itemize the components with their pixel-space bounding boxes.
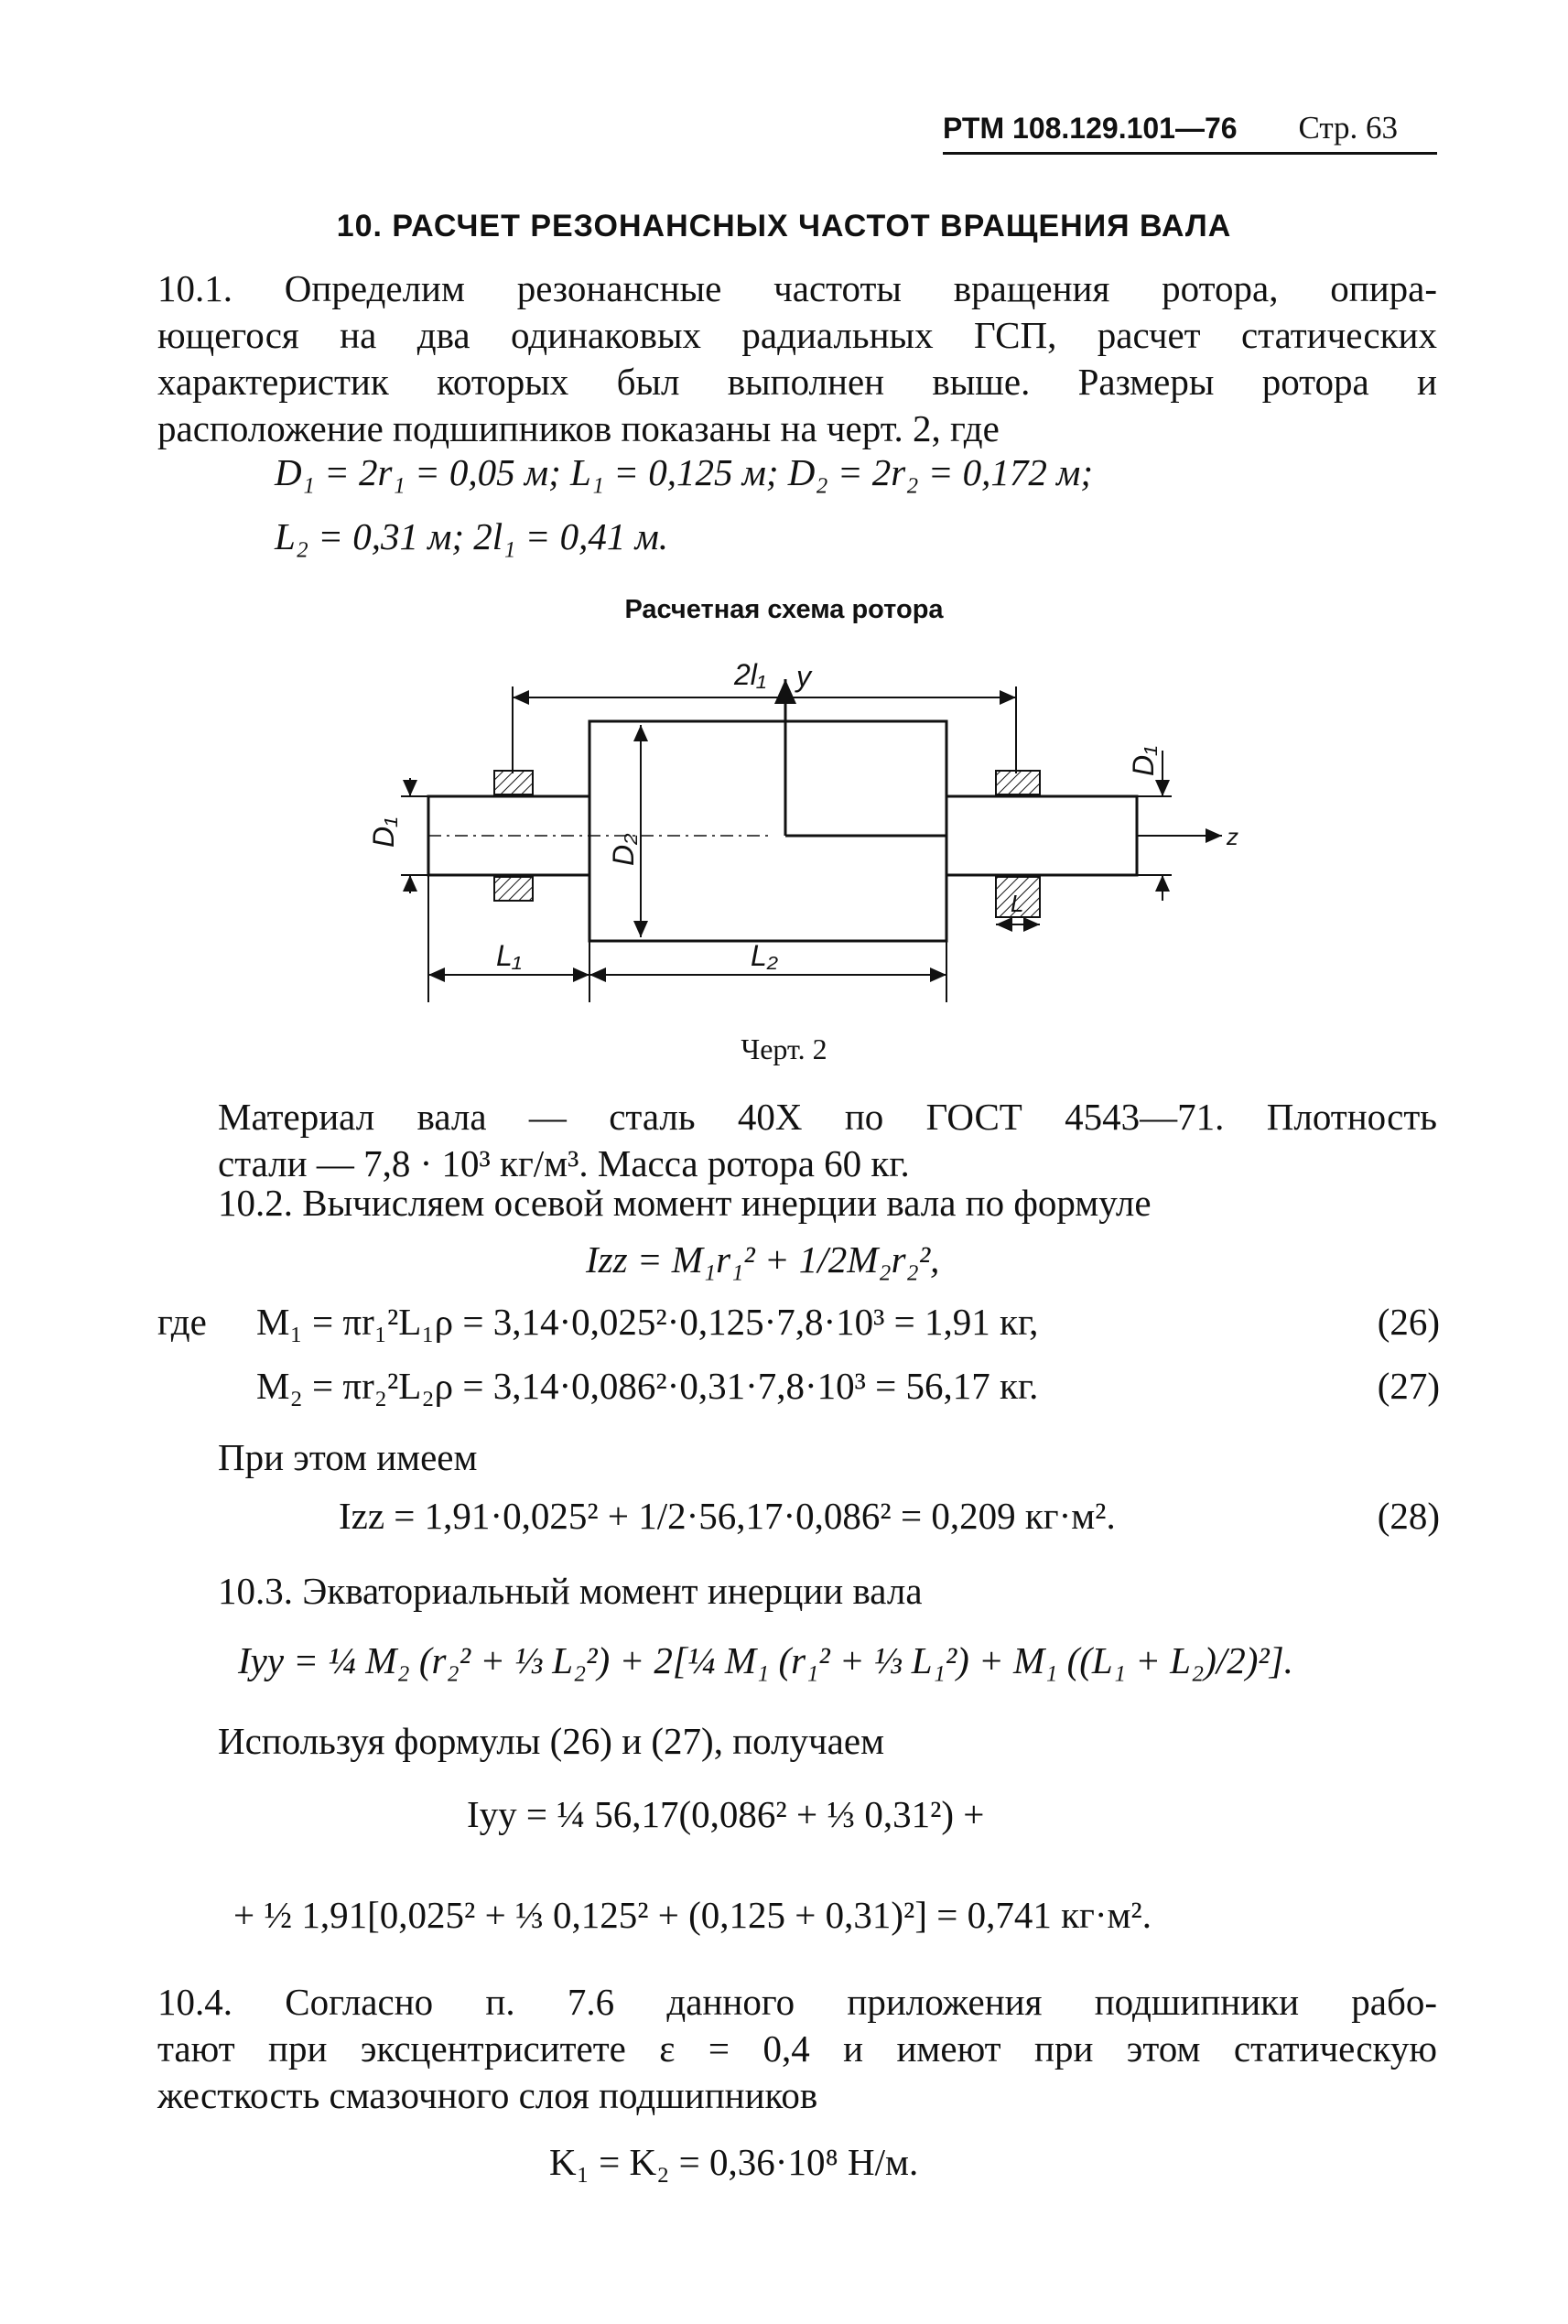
formula-iyy: Iyy = ¼ M₂ (r₂² + ⅓ L₂²) + 2[¼ M₁ (r₁² + ⅓ L₁²) + M₁ ((L₁ + L₂)/2)²]. bbox=[238, 1639, 1293, 1681]
equation-number-28: (28) bbox=[1377, 1495, 1440, 1537]
section-title: 10. РАСЧЕТ РЕЗОНАНСНЫХ ЧАСТОТ ВРАЩЕНИЯ ВАЛА bbox=[336, 209, 1232, 243]
paragraph-line: 10.4. Согласно п. 7.6 данного приложения подшипники рабо- bbox=[157, 1981, 1437, 2023]
page-header bbox=[943, 110, 1398, 146]
paragraph-10-1 bbox=[157, 265, 1437, 452]
page-number: Стр. 63 bbox=[1298, 110, 1399, 146]
label-D1-left: D₁ bbox=[367, 816, 400, 848]
right-journal bbox=[946, 796, 1137, 875]
equation-number-27: (27) bbox=[1377, 1365, 1440, 1407]
label-D1-right: D₁ bbox=[1127, 745, 1160, 776]
document-code: РТМ 108.129.101—76 bbox=[943, 112, 1238, 145]
label-z: z bbox=[1227, 823, 1238, 850]
paragraph-line: 10.1. Определим резонансные частоты вращения ротора, опира- bbox=[157, 267, 1437, 309]
figure-title: Расчетная схема ротора bbox=[624, 595, 944, 624]
dimensions-line-1: D₁ = 2r₁ = 0,05 м; L₁ = 0,125 м; D₂ = 2r₂ = 0,172 м; bbox=[275, 451, 1093, 493]
label-2l1: 2l₁ bbox=[734, 659, 766, 691]
rotor-body bbox=[589, 721, 946, 941]
formula-iyy-numeric-1: Iyy = ¼ 56,17(0,086² + ⅓ 0,31²) + bbox=[467, 1793, 985, 1835]
paragraph-line: стали — 7,8 · 10³ кг/м³. Масса ротора 60 кг. bbox=[218, 1142, 910, 1184]
label-L: L bbox=[1011, 890, 1024, 917]
bearing-right-top bbox=[996, 771, 1040, 794]
paragraph-result: При этом имеем bbox=[218, 1436, 478, 1478]
formula-izz: Izz = M₁r₁² + 1/2M₂r₂², bbox=[586, 1238, 940, 1281]
paragraph-10-2: 10.2. Вычисляем осевой момент инерции вала по формуле bbox=[218, 1182, 1152, 1224]
paragraph-using-formulas: Используя формулы (26) и (27), получаем bbox=[218, 1720, 885, 1762]
paragraph-10-4 bbox=[157, 1979, 1437, 2119]
where-label: где bbox=[157, 1301, 207, 1343]
label-L1: L₁ bbox=[496, 939, 522, 972]
paragraph-line: расположение подшипников показаны на черт. 2, где bbox=[157, 407, 1000, 449]
dimensions-line-2: L₂ = 0,31 м; 2l₁ = 0,41 м. bbox=[275, 515, 669, 557]
formula-26: M₁ = πr₁²L₁ρ = 3,14·0,025²·0,125·7,8·10³ = 1,91 кг, bbox=[256, 1301, 1039, 1343]
paragraph-line: тают при эксцентриситете ε = 0,4 и имеют при этом статическую bbox=[157, 2027, 1437, 2070]
label-y: y bbox=[796, 660, 811, 693]
label-L2: L₂ bbox=[751, 939, 778, 972]
material-paragraph bbox=[218, 1094, 1437, 1187]
figure-caption: Черт. 2 bbox=[741, 1032, 827, 1065]
formula-stiffness: K₁ = K₂ = 0,36·10⁸ Н/м. bbox=[549, 2141, 919, 2183]
paragraph-line: ющегося на два одинаковых радиальных ГСП, расчет статических bbox=[157, 314, 1437, 356]
bearing-left-bottom bbox=[494, 877, 533, 901]
rotor-scheme-diagram bbox=[366, 659, 1263, 1043]
paragraph-line: характеристик которых был выполнен выше. Размеры ротора и bbox=[157, 361, 1437, 403]
label-D2: D₂ bbox=[607, 833, 640, 866]
formula-27: M₂ = πr₂²L₂ρ = 3,14·0,086²·0,31·7,8·10³ = 56,17 кг. bbox=[256, 1365, 1039, 1407]
paragraph-line: Материал вала — сталь 40Х по ГОСТ 4543—71. Плотность bbox=[218, 1096, 1437, 1138]
header-rule bbox=[943, 152, 1437, 155]
formula-28: Izz = 1,91·0,025² + 1/2·56,17·0,086² = 0,209 кг·м². bbox=[339, 1495, 1116, 1537]
paragraph-line: жесткость смазочного слоя подшипников bbox=[157, 2074, 818, 2116]
equation-number-26: (26) bbox=[1377, 1301, 1440, 1343]
formula-iyy-numeric-2: + ½ 1,91[0,025² + ⅓ 0,125² + (0,125 + 0,31)²] = 0,741 кг·м². bbox=[233, 1894, 1152, 1936]
bearing-left-top bbox=[494, 771, 533, 794]
paragraph-10-3: 10.3. Экваториальный момент инерции вала bbox=[218, 1570, 923, 1612]
